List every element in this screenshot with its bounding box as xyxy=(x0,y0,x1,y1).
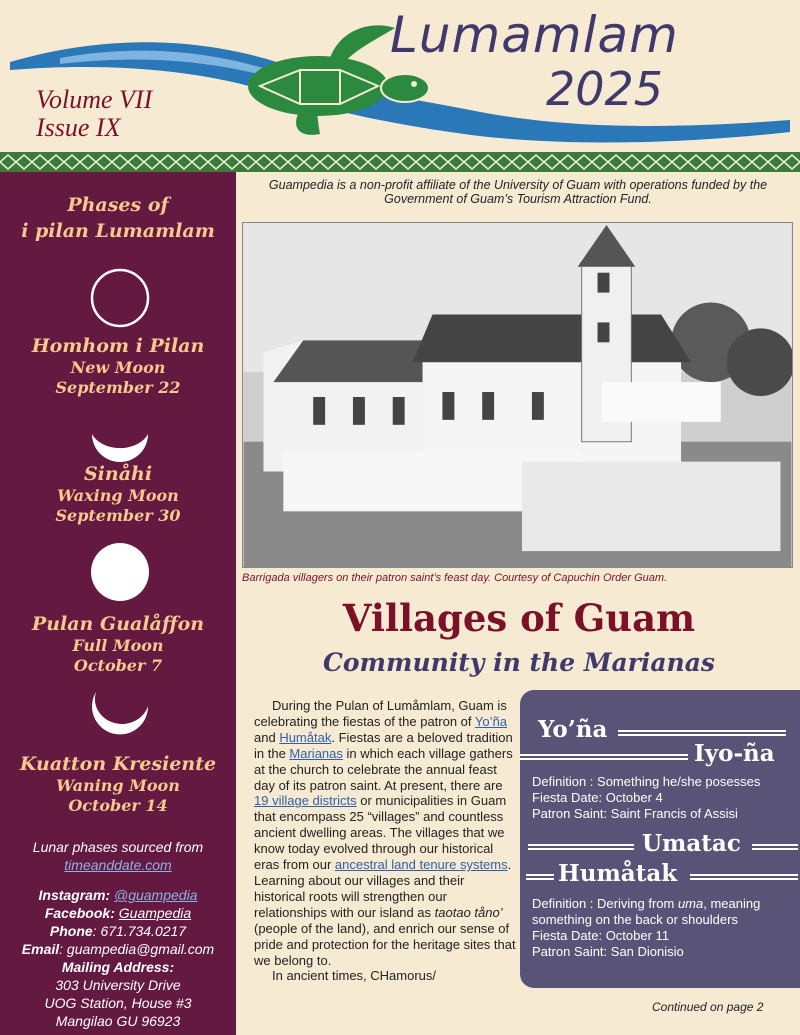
continued-note: Continued on page 2 xyxy=(652,1000,764,1014)
issue-number: Issue IX xyxy=(36,113,121,142)
full-moon-icon xyxy=(90,542,150,602)
humatak-heading: Humåtak xyxy=(558,860,678,887)
address-line3: Mangilao GU 96923 xyxy=(55,1013,181,1029)
mailing-label: Mailing Address xyxy=(61,959,170,975)
phase-name: Pulan Gualåffon xyxy=(31,613,205,635)
phase-kind: Waxing Moon xyxy=(57,486,179,505)
phase-waxing-moon xyxy=(0,462,236,526)
body-text-7: (people of the land), and enrich our sense of pride and protection for the heritage sites that we belong to. xyxy=(254,920,516,968)
umatac-fiesta-date: Fiesta Date: October 11 xyxy=(532,928,670,943)
phase-name: Homhom i Pilan xyxy=(31,335,205,357)
heading-rule xyxy=(752,844,798,850)
email-label: Email xyxy=(21,941,60,957)
phase-date: September 30 xyxy=(55,506,181,525)
heading-rule xyxy=(528,844,634,850)
phone-label: Phone xyxy=(49,923,93,939)
volume-number: Volume VII xyxy=(36,85,153,114)
phase-date: September 22 xyxy=(55,378,181,397)
newsletter-title: Lumamlam xyxy=(390,6,679,64)
phase-full-moon xyxy=(0,612,236,676)
facebook-link[interactable]: Guampedia xyxy=(118,905,192,921)
instagram-link[interactable]: @guampedia xyxy=(113,887,198,903)
newsletter-year: 2025 xyxy=(546,62,664,116)
yona-fiesta-date: Fiesta Date: October 4 xyxy=(532,790,663,805)
woven-pattern-band xyxy=(0,152,800,172)
umatac-details xyxy=(532,896,792,960)
facebook-line: Facebook: Guampedia xyxy=(44,905,192,921)
new-moon-icon xyxy=(90,268,150,328)
phase-waning-moon xyxy=(0,752,236,816)
paragraph-1 xyxy=(254,698,516,968)
yona-definition: Definition : Something he/she posesses xyxy=(532,774,761,789)
umatac-heading: Umatac xyxy=(642,830,741,857)
body-text-5: or municipalities in Guam that encompass 25 “villages” and countless ancient dwelling areas. The villages that we know today evolved through our historical eras from our xyxy=(254,793,507,873)
waxing-moon-icon xyxy=(90,408,150,468)
waning-moon-icon xyxy=(90,688,150,748)
village-info-box xyxy=(520,690,800,988)
body-text-2: and xyxy=(254,729,280,745)
phase-new-moon xyxy=(0,334,236,398)
sidebar-title xyxy=(0,192,236,244)
umatac-definition-pre: Definition : Deriving from xyxy=(532,896,678,911)
mailing-label-line: Mailing Address: xyxy=(61,959,175,975)
source-text: Lunar phases sourced from xyxy=(32,839,204,855)
volume-label xyxy=(36,86,152,142)
affiliation-note: Guampedia is a non-profit affiliate of the University of Guam with operations funded by the Government of Guam’s Tourism Attraction Fund. xyxy=(268,178,768,206)
instagram-label: Instagram xyxy=(38,887,106,903)
umatac-definition-post: , meaning something on the back or shoulders xyxy=(532,896,761,927)
email-address[interactable]: guampedia@gmail.com xyxy=(66,941,215,957)
photo-caption: Barrigada villagers on their patron saint’s feast day. Courtesy of Capuchin Order Guam. xyxy=(242,572,668,584)
yona-link[interactable]: Yo’ña xyxy=(474,713,507,729)
phone-number: 671.734.0217 xyxy=(100,923,187,939)
article-subhead: Community in the Marianas xyxy=(322,648,715,677)
moon-phases-sidebar xyxy=(0,172,236,1035)
email-line: Email: guampedia@gmail.com xyxy=(21,941,215,957)
article-body xyxy=(254,698,516,984)
timeanddate-link[interactable]: timeanddate.com xyxy=(64,857,172,873)
body-text-4: in which each village gathers at the church to celebrate the annual feast day of its patron saint. At present, there are xyxy=(254,745,513,793)
iyona-heading: Iyo-ña xyxy=(694,740,775,767)
phase-date: October 14 xyxy=(68,796,168,815)
yona-heading: Yo’ña xyxy=(538,716,608,743)
phase-date: October 7 xyxy=(73,656,163,675)
uma-term: uma xyxy=(677,896,704,911)
umatac-patron-saint: Patron Saint: San Dionisio xyxy=(532,944,684,959)
heading-rule xyxy=(618,730,786,736)
phase-name: Kuatton Kresiente xyxy=(19,753,217,775)
heading-rule xyxy=(520,754,688,760)
sidebar-title-line2: i pilan Lumamlam xyxy=(21,220,215,242)
marianas-link[interactable]: Marianas xyxy=(289,745,343,761)
heading-rule xyxy=(690,874,798,880)
land-tenure-link[interactable]: ancestral land tenure systems xyxy=(334,857,508,873)
article-headline: Villages of Guam xyxy=(342,596,696,640)
phase-kind: Waning Moon xyxy=(56,776,180,795)
yona-details xyxy=(532,774,760,822)
contact-info xyxy=(0,838,236,1030)
body-text-6: . Learning about our villages and their historical roots will strengthen our relationships with our island as xyxy=(254,857,512,920)
phase-kind: Full Moon xyxy=(72,636,164,655)
phase-name: Sinåhi xyxy=(83,463,153,485)
address-line2: UOG Station, House #3 xyxy=(44,995,192,1011)
heading-rule xyxy=(526,874,554,880)
taotao-tano-term: taotao tåno’ xyxy=(434,904,503,920)
body-text-3: . Fiestas are a beloved tradition in the xyxy=(254,729,513,761)
umatac-definition xyxy=(532,896,792,928)
address-line1: 303 University Drive xyxy=(55,977,181,993)
village-districts-link[interactable]: 19 village districts xyxy=(254,793,357,809)
humatak-link[interactable]: Humåtak xyxy=(279,729,332,745)
paragraph-2: In ancient times, CHamorus/ xyxy=(272,968,437,984)
masthead xyxy=(0,0,800,152)
church-photo xyxy=(242,222,793,568)
body-text-1: During the Pulan of Lumåmlam, Guam is celebrating the fiestas of the patron of xyxy=(254,698,507,729)
phone-line: Phone: 671.734.0217 xyxy=(49,923,187,939)
phase-kind: New Moon xyxy=(70,358,166,377)
instagram-line: Instagram: @guampedia xyxy=(38,887,198,903)
yona-patron-saint: Patron Saint: Saint Francis of Assisi xyxy=(532,806,738,821)
sidebar-title-line1: Phases of xyxy=(67,194,169,216)
facebook-label: Facebook xyxy=(44,905,111,921)
